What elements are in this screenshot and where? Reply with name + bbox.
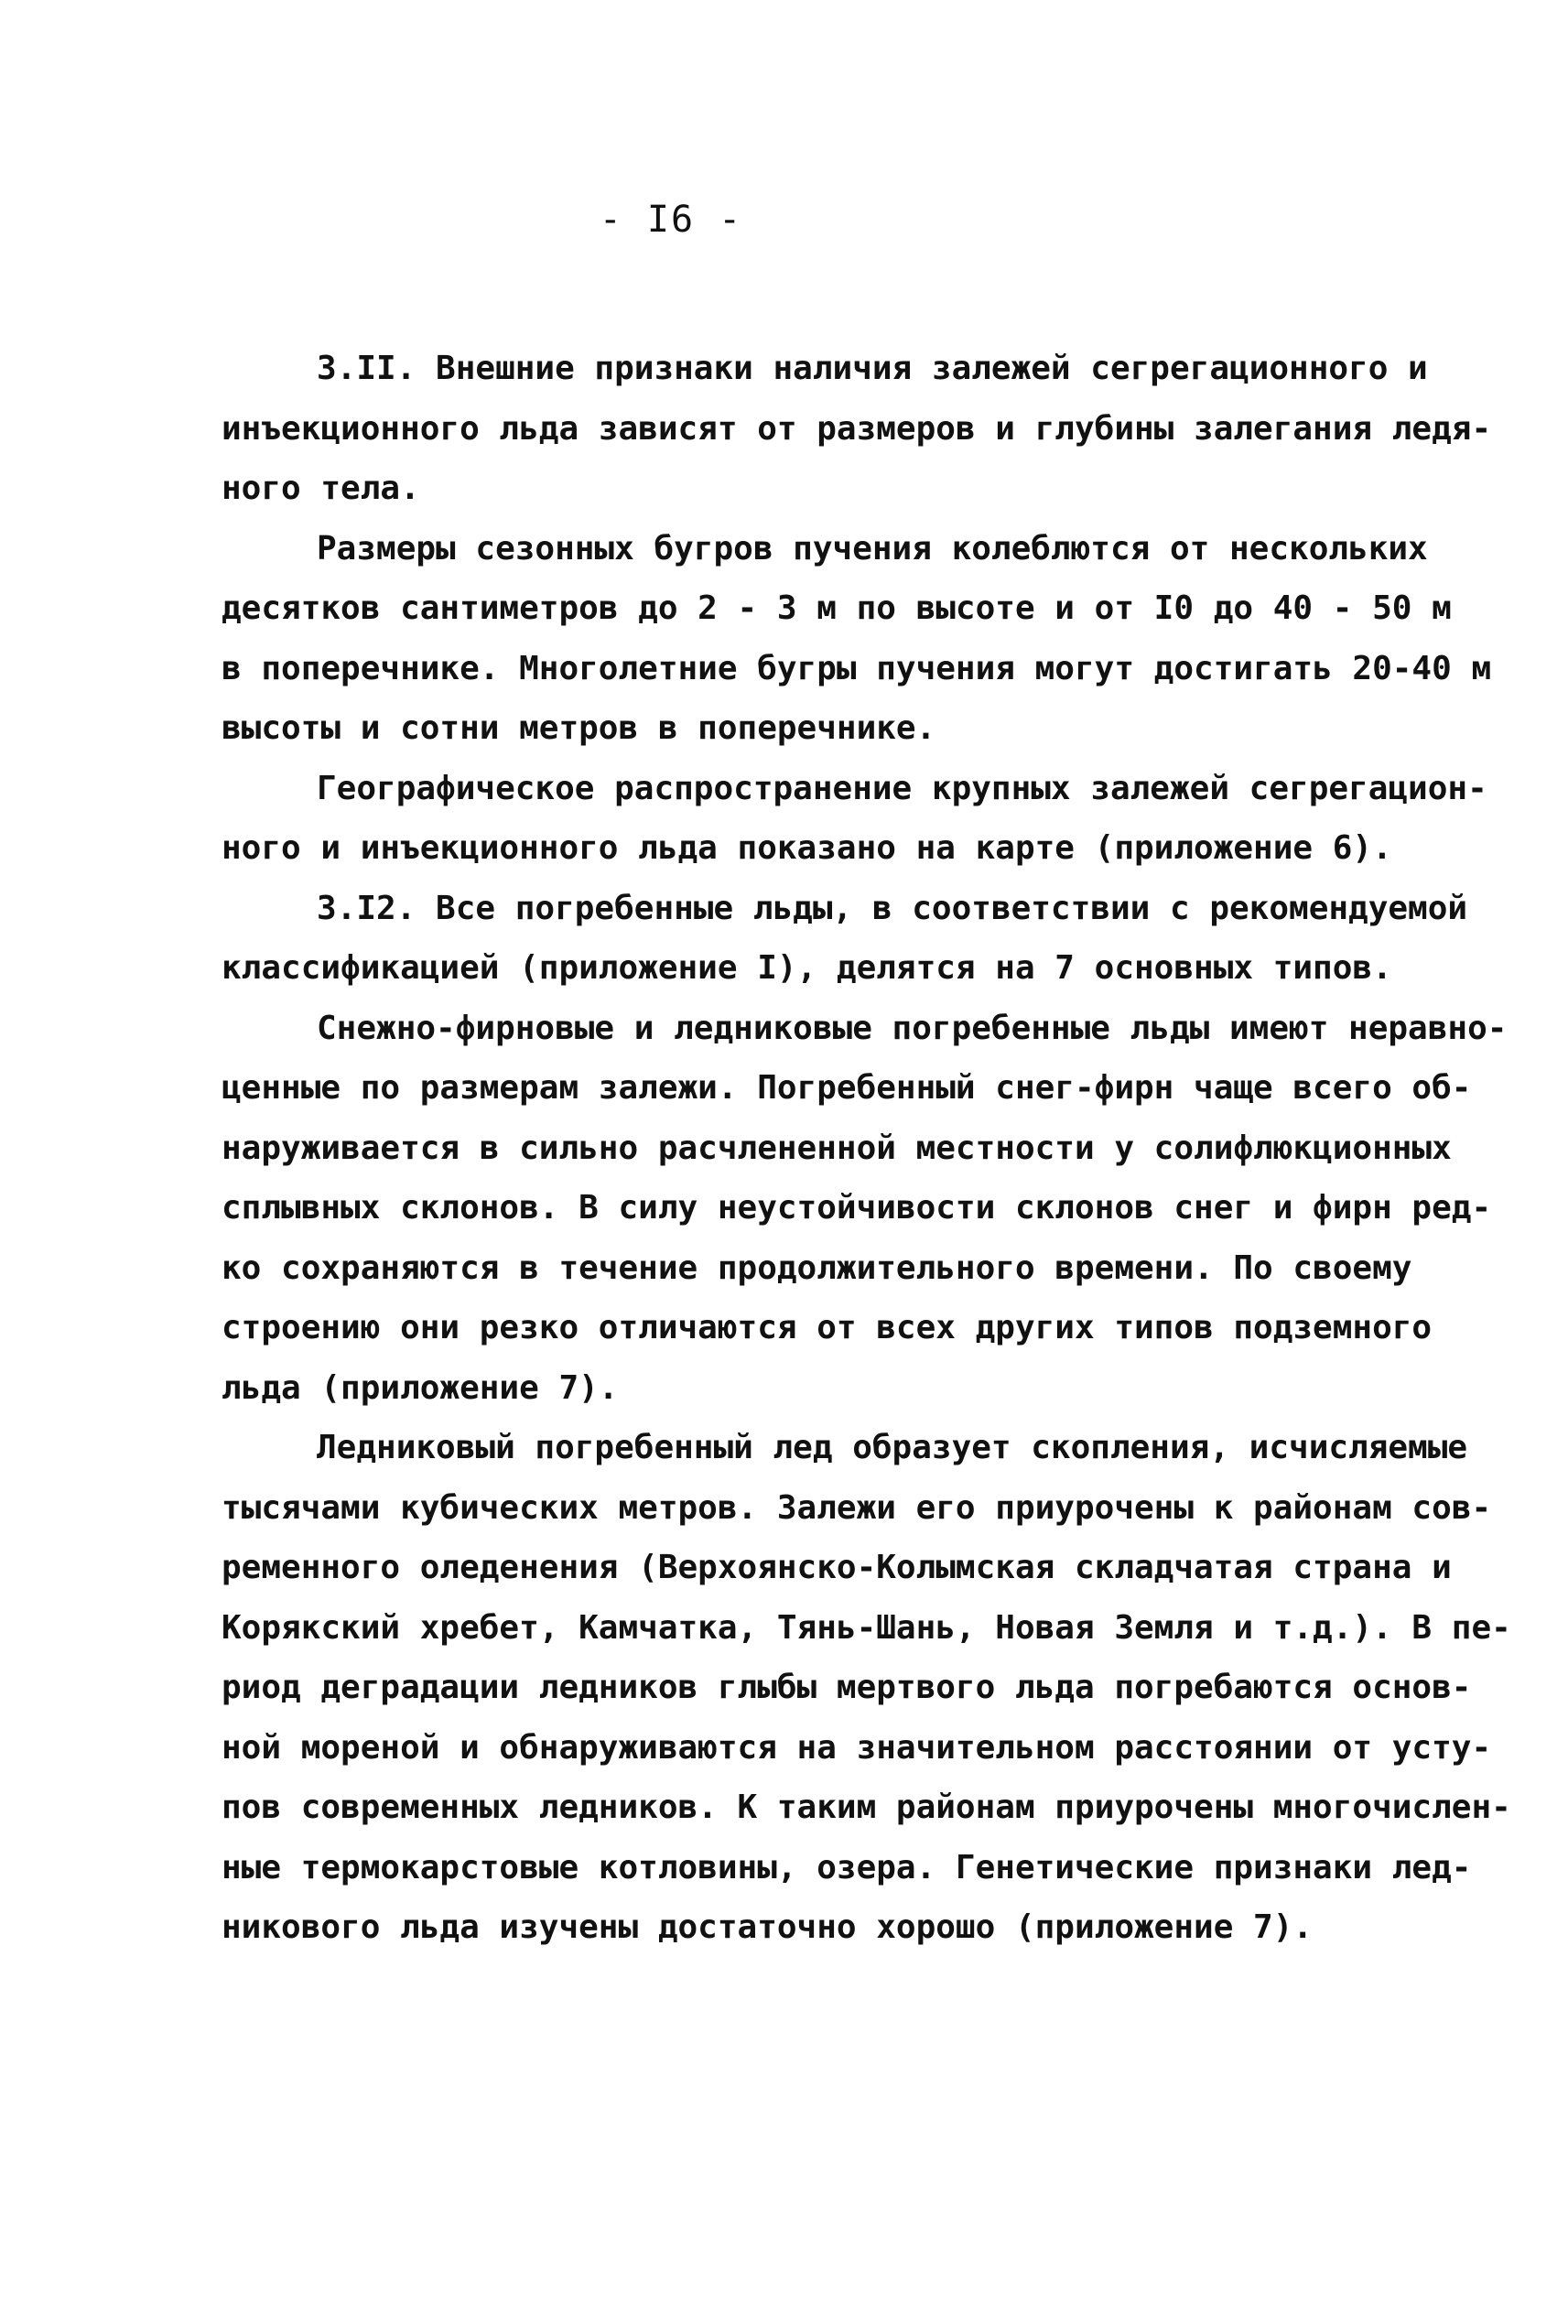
text-line: Географическое распространение крупных залежей сегрегацион-	[317, 769, 1487, 807]
text-line: ко сохраняются в течение продолжительного времени. По своему	[222, 1248, 1412, 1287]
text-line: ного тела.	[222, 470, 420, 507]
text-line: высоты и сотни метров в поперечнике.	[222, 709, 936, 747]
text-line: классификацией (приложение I), делятся на 7 основных типов.	[222, 949, 1392, 987]
text-line: десятков сантиметров до 2 - 3 м по высоте и от I0 до 40 - 50 м	[222, 589, 1452, 627]
text-line: в поперечнике. Многолетние бугры пучения могут достигать 20-40 м	[222, 649, 1492, 687]
text-line: 3.II. Внешние признаки наличия залежей сегрегационного и	[317, 350, 1428, 387]
text-line: ценные по размерам залежи. Погребенный снег-фирн чаще всего об-	[222, 1069, 1472, 1107]
text-line: льда (приложение 7).	[222, 1368, 619, 1407]
text-line: Размеры сезонных бугров пучения колеблются от нескольких	[317, 529, 1428, 567]
text-line: инъекционного льда зависят от размеров и глубины залегания ледя-	[222, 409, 1492, 448]
text-line: ного и инъекционного льда показано на карте (приложение 6).	[222, 829, 1392, 867]
text-line: риод деградации ледников глыбы мертвого льда погребаются основ-	[222, 1669, 1472, 1706]
body-text	[222, 339, 1511, 1958]
text-line: ной мореной и обнаруживаются на значительном расстоянии от усту-	[222, 1728, 1492, 1767]
text-line: тысячами кубических метров. Залежи его приурочены к районам сов-	[222, 1488, 1492, 1527]
text-line: никового льда изучены достаточно хорошо (приложение 7).	[222, 1908, 1314, 1946]
text-line: строению они резко отличаются от всех других типов подземного	[222, 1309, 1433, 1346]
text-line: ременного оледенения (Верхоянско-Колымская складчатая страна и	[222, 1549, 1452, 1586]
text-line: Ледниковый погребенный лед образует скопления, исчисляемые	[317, 1429, 1468, 1466]
text-line: ные термокарстовые котловины, озера. Генетические признаки лед-	[222, 1848, 1472, 1886]
text-line: 3.I2. Все погребенные льды, в соответствии с рекомендуемой	[317, 889, 1468, 927]
text-line: сплывных склонов. В силу неустойчивости склонов снег и фирн ред-	[222, 1189, 1492, 1227]
text-line: Снежно-фирновые и ледниковые погребенные льды имеют неравно-	[317, 1009, 1508, 1047]
text-line: пов современных ледников. К таким районам приурочены многочислен-	[222, 1789, 1511, 1826]
text-line: наруживается в сильно расчлененной местности у солифлюкционных	[222, 1129, 1452, 1167]
text-line: Корякский хребет, Камчатка, Тянь-Шань, Новая Земля и т.д.). В пе-	[222, 1608, 1511, 1647]
page-number: - I6 -	[599, 199, 743, 241]
